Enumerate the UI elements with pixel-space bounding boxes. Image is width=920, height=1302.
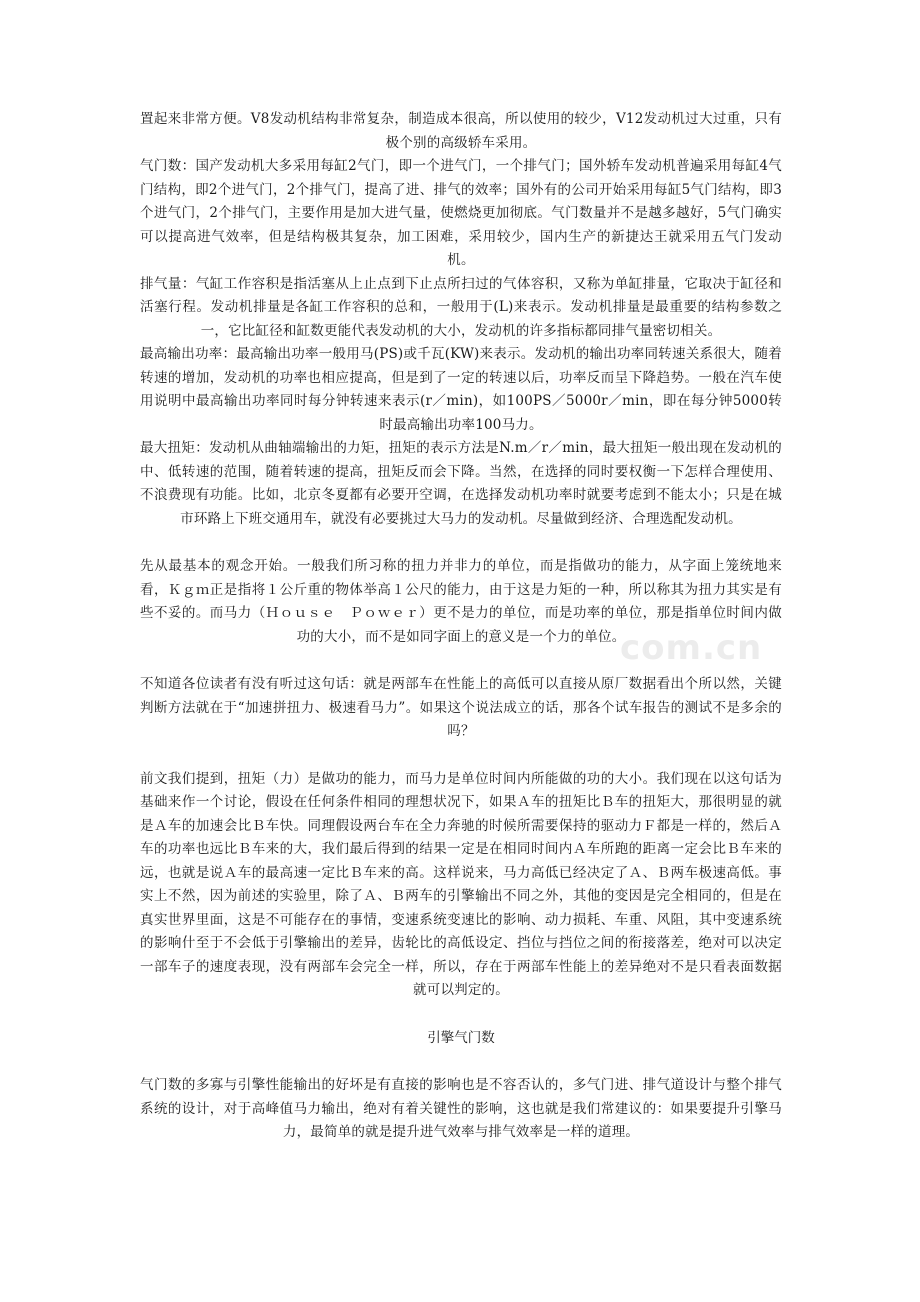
paragraph-reader-question: 不知道各位读者有没有听过这句话：就是两部车在性能上的高低可以直接从原厂数据看出个所以然，关键判断方法就在于“加速拼扭力、极速看马力”。如果这个说法成立的话，那各个试车报告的测试不是多余的吗？: [140, 676, 782, 739]
paragraph-valve-count: 气门数的多寡与引擎性能输出的好坏是有直接的影响也是不容否认的，多气门进、排气道设计与整个排气系统的设计，对于高峰值马力输出，绝对有着关键性的影响，这也就是我们常建议的：如果要提升引擎马力，最简单的就是提升进气效率与排气效率是一样的道理。: [140, 1077, 782, 1140]
paragraph-max-power: 最高输出功率：最高输出功率一般用马(PS)或千瓦(KW)来表示。发动机的输出功率同转速关系很大，随着转速的增加，发动机的功率也相应提高，但是到了一定的转速以后，功率反而呈下降趋势。一般在汽车使用说明中最高输出功率同时每分钟转速来表示(r／min)，如100PS／5000r／min，即在每分钟5000转时最高输出功率100马力。: [140, 346, 782, 433]
paragraph-torque-vs-power: 前文我们提到，扭矩（力）是做功的能力，而马力是单位时间内所能做的功的大小。我们现在以这句话为基础来作一个讨论，假设在任何条件相同的理想状况下，如果Ａ车的扭矩比Ｂ车的扭矩大，那很明显的就是Ａ车的加速会比Ｂ车快。同理假设两台车在全力奔驰的时候所需要保持的驱动力Ｆ都是一样的，然后Ａ车的功率也远比Ｂ车来的大，我们最后得到的结果一定是在相同时间内Ａ车所跑的距离一定会比Ｂ车来的远，也就是说Ａ车的最高速一定比Ｂ车来的高。这样说来，马力高低已经决定了Ａ、Ｂ两车极速高低。事实上不然，因为前述的实验里，除了Ａ、Ｂ两车的引擎输出不同之外，其他的变因是完全相同的，但是在真实世界里面，这是不可能存在的事情，变速系统变速比的影响、动力损耗、车重、风阻，其中变速系统的影响什至于不会低于引擎输出的差异，齿轮比的高低设定、挡位与挡位之间的衔接落差，绝对可以决定一部车子的速度表现，没有两部车会完全一样，所以，存在于两部车性能上的差异绝对不是只看表面数据就可以判定的。: [140, 770, 782, 998]
paragraph-valves: 气门数：国产发动机大多采用每缸2气门，即一个进气门，一个排气门；国外轿车发动机普遍采用每缸4气门结构，即2个进气门，2个排气门，提高了进、排气的效率；国外有的公司开始采用每缸5气门结构，即3个进气门，2个排气门，主要作用是加大进气量，使燃烧更加彻底。气门数量并不是越多越好，5气门确实可以提高进气效率，但是结构极其复杂，加工困难，采用较少，国内生产的新捷达王就采用五气门发动机。: [140, 158, 782, 268]
paragraph-max-torque: 最大扭矩：发动机从曲轴端输出的力矩，扭矩的表示方法是N.m／r／min，最大扭矩一般出现在发动机的中、低转速的范围，随着转速的提高，扭矩反而会下降。当然，在选择的同时要权衡一下怎样合理使用、不浪费现有功能。比如，北京冬夏都有必要开空调，在选择发动机功率时就要考虑到不能太小；只是在城市环路上下班交通用车，就没有必要挑过大马力的发动机。尽量做到经济、合理选配发动机。: [140, 440, 782, 527]
document-body: [140, 108, 782, 1145]
paragraph-basic-concept: 先从最基本的观念开始。一般我们所习称的扭力并非力的单位，而是指做功的能力，从字面上笼统地来看，Ｋｇｍ正是指将１公斤重的物体举高１公尺的能力，由于这是力矩的一种，所以称其为扭力其实是有些不妥的。而马力（Ｈｏｕｓｅ Ｐｏｗｅｒ）更不是力的单位，而是功率的单位，那是指单位时间内做功的大小，而不是如同字面上的意义是一个力的单位。: [140, 558, 782, 645]
spacer: [140, 744, 782, 768]
watermark: com.cn: [620, 628, 763, 668]
spacer: [140, 1003, 782, 1027]
spacer: [140, 1050, 782, 1074]
section-heading: 引擎气门数: [427, 1029, 495, 1046]
paragraph-displacement: 排气量：气缸工作容积是指活塞从上止点到下止点所扫过的气体容积，又称为单缸排量，它取决于缸径和活塞行程。发动机排量是各缸工作容积的总和，一般用于(L)来表示。发动机排量是最重要的结构参数之一，它比缸径和缸数更能代表发动机的大小，发动机的许多指标都同排气量密切相关。: [140, 275, 782, 339]
spacer: [140, 649, 782, 673]
paragraph-v8-v12: 置起来非常方便。V8发动机结构非常复杂，制造成本很高，所以使用的较少，V12发动机过大过重，只有极个别的高级轿车采用。: [140, 111, 782, 151]
spacer: [140, 531, 782, 555]
